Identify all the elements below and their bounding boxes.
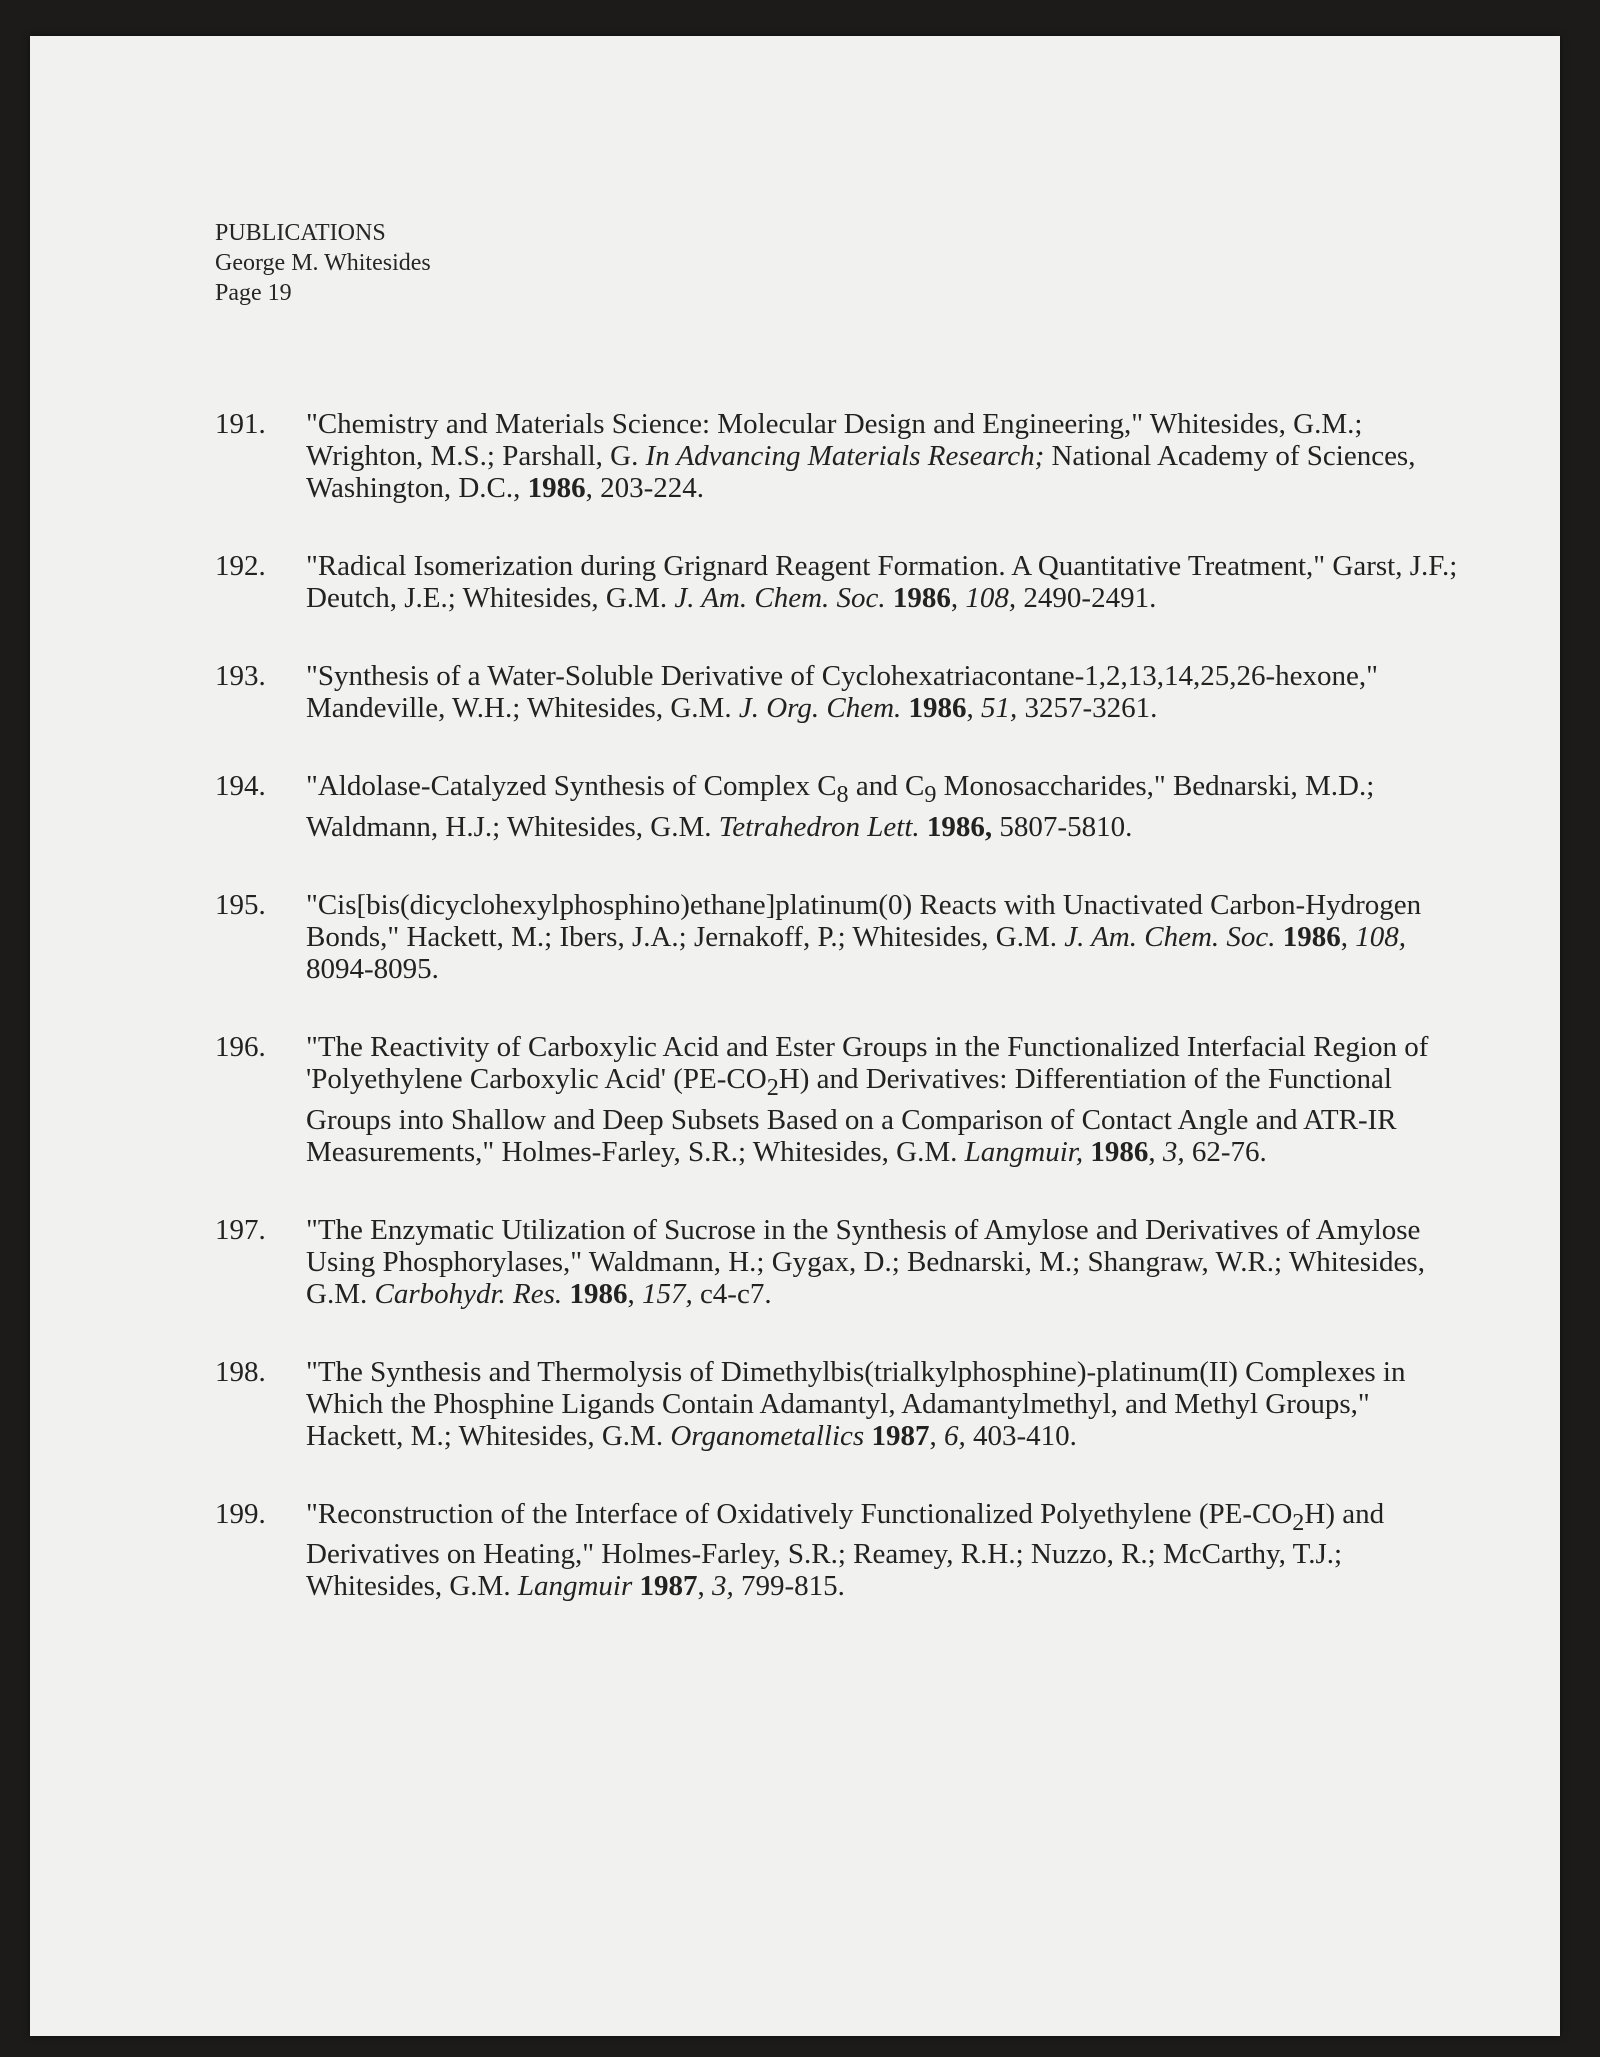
page-range: c4-c7. [692,1277,772,1310]
volume: 3, [712,1570,734,1603]
subscript: 2 [1292,1508,1305,1536]
journal-name: In Advancing Materials Research; [645,440,1045,472]
publication-year: 1987 [639,1570,698,1603]
separator [886,582,893,614]
separator [632,1570,639,1602]
publication-item [215,408,1460,504]
citation-text: and C [848,770,925,802]
page-range: 62-76. [1184,1135,1267,1168]
separator: , [966,692,982,724]
publication-year: 1987 [871,1419,930,1452]
separator [1276,921,1283,953]
citation-text: "Radical Isomerization during Grignard Reagent Formation. A Quantitative Treatment," Garst, J.F.; Deutch, J.E.; Whitesides, G.M. [306,550,1458,614]
publication-item [215,1356,1460,1452]
citation-text: "The Synthesis and Thermolysis of Dimethylbis(trialkylphosphine)-platinum(II) Complexes in Which the Phosphine Ligands Contain Adamantyl, Adamantylmethyl, and Methyl Groups," Hackett, M.; Whitesides, G.M. [306,1355,1406,1452]
author-name: George M. Whitesides [215,250,431,276]
separator [920,811,927,843]
citation-text: H) and Derivatives on Heating," Holmes-Farley, S.R.; Reamey, R.H.; Nuzzo, R.; McCarthy, T.J.; Whitesides, G.M. [306,1497,1385,1603]
separator: , [1148,1135,1163,1168]
publication-item [215,550,1460,614]
publication-item [215,1214,1460,1310]
page-header [215,218,431,308]
separator: , [697,1570,713,1603]
publication-citation [306,1214,1460,1310]
separator: , [585,472,601,504]
section-title: PUBLICATIONS [215,220,386,246]
publication-number: 195. [215,888,266,921]
publication-item [215,1031,1460,1168]
journal-name: J. Org. Chem. [738,692,902,724]
citation-text: "Cis[bis(dicyclohexylphosphino)ethane]platinum(0) Reacts with Unactivated Carbon-Hydrogen Bonds," Hackett, M.; Ibers, J.A.; Jernakoff, P.; Whitesides, G.M. [306,888,1422,953]
page-range: 403-410. [965,1419,1077,1452]
page-range: 203-224. [600,472,705,504]
citation-text: "Reconstruction of the Interface of Oxidatively Functionalized Polyethylene (PE-CO [306,1497,1293,1530]
publication-citation [306,660,1460,724]
page-range: 2490-2491. [1016,582,1157,614]
publication-citation [306,408,1460,504]
publication-year: 1986 [908,692,967,724]
volume: 51, [981,692,1018,724]
publication-number: 193. [215,660,266,692]
separator [901,692,908,724]
subscript: 9 [924,780,937,808]
publication-item [215,660,1460,724]
publication-item [215,889,1460,985]
publication-number: 199. [215,1497,266,1530]
publication-item [215,1498,1460,1603]
publication-number: 198. [215,1355,266,1388]
separator: , [950,582,966,614]
separator: , [627,1277,642,1310]
publication-citation [306,1498,1460,1603]
publication-citation [306,550,1460,614]
page-number: Page 19 [215,280,292,306]
publication-year: 1986, [926,810,993,843]
publication-number: 196. [215,1030,266,1063]
subscript: 8 [836,780,849,808]
publication-list [215,408,1460,1648]
publication-number: 192. [215,550,266,582]
volume: 157, [641,1277,693,1310]
publication-number: 191. [215,408,266,440]
publication-citation [306,770,1460,843]
publication-year: 1986 [1282,920,1341,953]
publication-citation [306,1356,1460,1452]
citation-text: "Synthesis of a Water-Soluble Derivative of Cyclohexatriacontane-1,2,13,14,25,26-hexone," Mandeville, W.H.; Whitesides, G.M. [306,660,1378,724]
publication-citation [306,1031,1460,1168]
publication-item [215,770,1460,843]
page-range: 799-815. [733,1570,845,1603]
publication-year: 1986 [1090,1135,1149,1168]
publication-year: 1986 [892,582,951,614]
volume: 6, [943,1419,966,1452]
citation-publisher: National Academy of Sciences, Washington, D.C., [306,440,1416,504]
journal-name: Tetrahedron Lett. [718,810,920,843]
journal-name: Langmuir, [964,1135,1084,1168]
citation-text: "Aldolase-Catalyzed Synthesis of Complex C [306,770,837,802]
journal-name: Organometallics [670,1419,865,1452]
publication-citation [306,889,1460,985]
citation-text: "Chemistry and Materials Science: Molecular Design and Engineering," Whitesides, G.M.; Wrighton, M.S.; Parshall, G. [306,408,1363,472]
citation-text: H) and Derivatives: Differentiation of the Functional Groups into Shallow and Deep Subsets Based on a Comparison of Contact Angle and ATR-IR Measurements," Holmes-Farley, S.R.; Whitesides, G.M. [306,1062,1397,1168]
journal-name: Carbohydr. Res. [374,1277,563,1310]
page-range: 3257-3261. [1017,692,1158,724]
separator: , [929,1419,944,1452]
page-range: 8094-8095. [306,952,439,985]
page-range: 5807-5810. [999,810,1133,843]
subscript: 2 [766,1073,779,1101]
citation-text: "The Enzymatic Utilization of Sucrose in the Synthesis of Amylose and Derivatives of Amylose Using Phosphorylases," Waldmann, H.; Gygax, D.; Bednarski, M.; Shangraw, W.R.; Whitesides, G.M. [306,1213,1425,1310]
volume: 108, [1355,920,1407,953]
separator: , [1340,920,1356,953]
volume: 3, [1162,1135,1185,1168]
journal-name: J. Am. Chem. Soc. [1064,920,1276,953]
publication-number: 197. [215,1213,266,1246]
journal-name: J. Am. Chem. Soc. [674,582,886,614]
publication-number: 194. [215,770,266,802]
publication-year: 1986 [527,472,586,504]
citation-text: Monosaccharides," Bednarski, M.D.; Waldmann, H.J.; Whitesides, G.M. [306,770,1375,843]
publication-year: 1986 [569,1277,628,1310]
document-page [30,36,1560,2036]
journal-name: Langmuir [517,1570,633,1603]
citation-text: "The Reactivity of Carboxylic Acid and Ester Groups in the Functionalized Interfacial Region of 'Polyethylene Carboxylic Acid' (PE-CO [306,1030,1429,1095]
volume: 108, [965,582,1017,614]
